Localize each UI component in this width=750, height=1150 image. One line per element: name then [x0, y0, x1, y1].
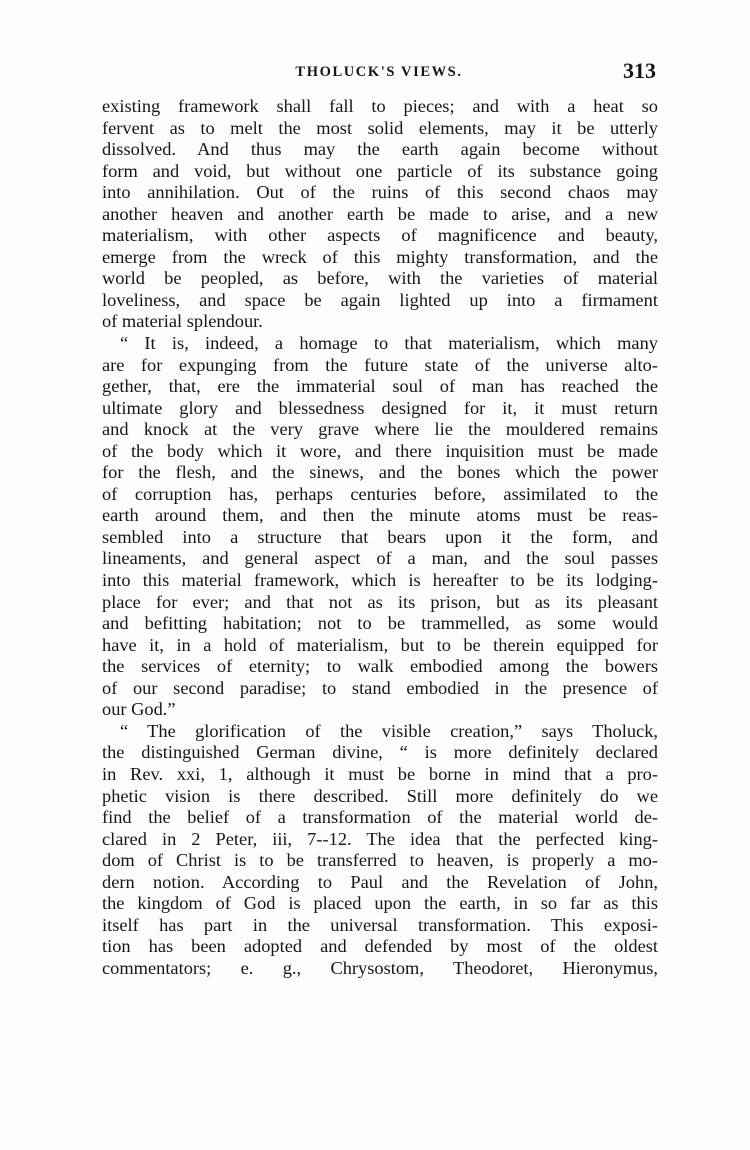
text-line: of the body which it wore, and there inquisition must be made — [102, 440, 658, 461]
text-line: another heaven and another earth be made to arise, and a new — [102, 203, 658, 224]
running-head — [100, 58, 658, 88]
text-line: emerge from the wreck of this mighty transformation, and the — [102, 246, 658, 267]
text-line: form and void, but without one particle of its substance going — [102, 160, 658, 181]
text-line: in Rev. xxi, 1, although it must be borne in mind that a pro- — [102, 763, 658, 784]
running-title: THOLUCK'S VIEWS. — [295, 64, 463, 80]
text-line: dissolved. And thus may the earth again become without — [102, 139, 658, 160]
text-line: into annihilation. Out of the ruins of this second chaos may — [102, 182, 658, 203]
text-line: dom of Christ is to be transferred to heaven, is properly a mo- — [102, 850, 658, 871]
text-line: place for ever; and that not as its prison, but as its pleasant — [102, 591, 658, 612]
text-line: existing framework shall fall to pieces; and with a heat so — [102, 96, 658, 116]
text-line: tion has been adopted and defended by most of the oldest — [102, 936, 658, 957]
text-line: the services of eternity; to walk embodied among the bowers — [102, 656, 658, 677]
text-line: phetic vision is there described. Still more definitely do we — [102, 785, 658, 806]
text-line: commentators; e. g., Chrysostom, Theodoret, Hieronymus, — [102, 957, 658, 978]
text-line: “ It is, indeed, a homage to that materialism, which many — [120, 333, 658, 354]
text-line: are for expunging from the future state of the universe alto- — [102, 354, 658, 375]
text-line: the distinguished German divine, “ is more definitely declared — [102, 742, 658, 763]
text-line: and befitting habitation; not to be trammelled, as some would — [102, 613, 658, 634]
text-line: of our second paradise; to stand embodied in the presence of — [102, 677, 658, 698]
text-line: for the flesh, and the sinews, and the bones which the power — [102, 462, 658, 483]
text-line: and knock at the very grave where lie the mouldered remains — [102, 419, 658, 440]
page-number: 313 — [623, 58, 656, 83]
text-line: gether, that, ere the immaterial soul of man has reached the — [102, 376, 658, 397]
text-line: into this material framework, which is hereafter to be its lodging- — [102, 570, 658, 591]
text-line: have it, in a hold of materialism, but to be therein equipped for — [102, 634, 658, 655]
text-line: of corruption has, perhaps centuries before, assimilated to the — [102, 483, 658, 504]
text-line: loveliness, and space be again lighted up into a firmament — [102, 289, 658, 310]
text-line: world be peopled, as before, with the varieties of material — [102, 268, 658, 289]
text-line: materialism, with other aspects of magnificence and beauty, — [102, 225, 658, 246]
text-line: earth around them, and then the minute atoms must be reas- — [102, 505, 658, 526]
text-line: the kingdom of God is placed upon the earth, in so far as this — [102, 893, 658, 914]
text-line: “ The glorification of the visible creation,” says Tholuck, — [120, 720, 658, 741]
text-line: of material splendour. — [102, 311, 263, 332]
text-line: fervent as to melt the most solid elements, may it be utterly — [102, 117, 658, 138]
text-line: sembled into a structure that bears upon it the form, and — [102, 526, 658, 547]
text-line: dern notion. According to Paul and the Revelation of John, — [102, 871, 658, 892]
text-line: find the belief of a transformation of the material world de- — [102, 807, 658, 828]
text-line: clared in 2 Peter, iii, 7--12. The idea that the perfected king- — [102, 828, 658, 849]
text-line: our God.” — [102, 699, 176, 720]
text-line: ultimate glory and blessedness designed for it, it must return — [102, 397, 658, 418]
text-line: itself has part in the universal transformation. This exposi- — [102, 914, 658, 935]
text-line: lineaments, and general aspect of a man, and the soul passes — [102, 548, 658, 569]
body-text — [102, 96, 658, 979]
